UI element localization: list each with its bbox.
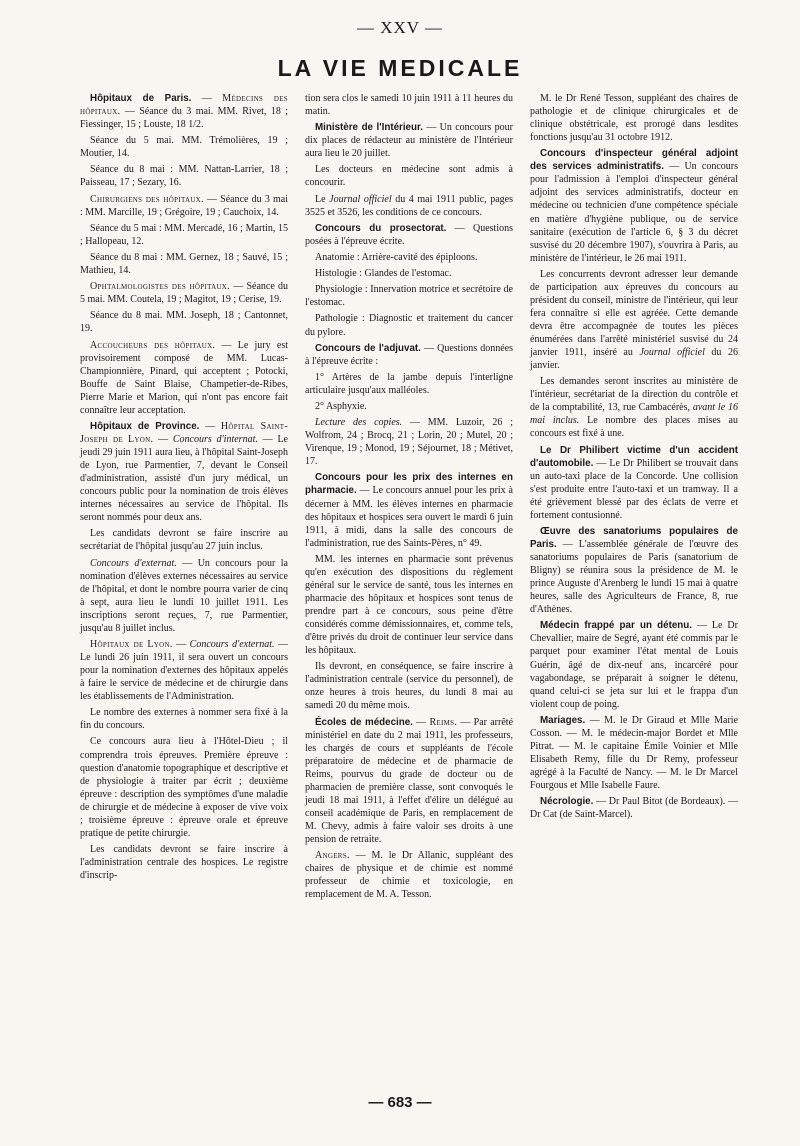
text-segment: — Le Dr Philibert se trouvait dans un auto-taxi place de la Concorde. Une collision s'est produite entre l'auto-taxi et un tramway. Il a été grièvement blessé par des éclats de verre et fortement contusionné. [530,457,738,521]
text-segment: — Le lundi 26 juin 1911, il sera ouvert un concours pour la nomination d'externes des hôpitaux appelés à faire le service de médecine et de chirurgie dans les établissements de l'Administration. [80,638,289,703]
text-segment: Séance du 8 mai : MM. Gernez, 18 ; Sauvé, 15 ; Mathieu, 14. [80,251,288,277]
news-heading: Concours du prosectorat. [315,222,447,234]
news-paragraph [530,268,738,372]
italic-segment: Journal officiel [639,347,705,359]
text-segment: — L'assemblée générale de l'œuvre des sanatoriums populaires de Paris (sanatorium de Bligny) se réunira sous la présidence de M. le prince Auguste d'Arenberg le lundi 15 mai à quatre heures, salle des Agriculteurs de France, 8, rue d'Athènes. [530,539,738,616]
news-paragraph [305,471,513,549]
news-subheading: Accoucheurs des hôpitaux. [90,339,216,351]
news-subheading: Reims. [429,716,458,728]
italic-segment: Lecture des copies. [315,417,403,429]
text-segment: Les demandes seront inscrites au ministère de l'intérieur, secrétariat de la direction du contrôle et de la comptabilité, 13, rue Cambacérès, [530,376,738,414]
column-center [305,92,513,904]
text-segment: Les docteurs en médecine sont admis à concourir. [305,164,513,189]
text-segment: — Le jeudi 29 juin 1911 aura lieu, à l'hôpital Saint-Joseph de Lyon, rue Parmentier, 7, devant le Conseil d'administration, assisté d'un jury médical, un concours public pour la nomination de trois élèves internes nécessaires au service de l'hôpital. Ils seront nommés pour deux ans. [80,433,288,524]
news-heading: Mariages. [540,714,586,726]
text-segment: — Questions données à l'épreuve écrite : [305,342,513,367]
text-segment: — [153,433,173,445]
text-segment: — [199,420,221,432]
news-paragraph [80,843,288,882]
text-segment: — Séance du 3 mai : MM. Marcille, 19 ; Grégoire, 19 ; Cauchoix, 14. [80,193,289,218]
news-heading: Hôpitaux de Paris. [90,93,192,104]
text-segment: — Un concours pour l'admission à l'emploi d'inspecteur général adjoint des services administratifs, docteur en médecine ou technicien d'une compétence spéciale en matière d'hygiène publique, ou de service sanitaire (exécution de l'article 6, § 3 du décret susvisé du 20 décembre 1907), s'ouvrira à Paris, au ministère de l'intérieur, le 26 mai 1911. [530,161,738,264]
news-paragraph [80,251,288,277]
page-number: — 683 — [368,1094,432,1111]
italic-segment: Journal officiel [329,193,392,205]
news-paragraph [80,557,288,635]
column-right [530,92,738,904]
news-heading: Médecin frappé par un détenu. [540,620,692,632]
news-paragraph [80,638,288,703]
news-paragraph [530,147,738,264]
text-segment: du 26 janvier. [530,347,738,372]
news-heading: Œuvre des sanatoriums populaires de Paris. [530,525,738,551]
news-paragraph [305,267,513,280]
text-segment: Les candidats devront se faire inscrire à l'administration centrale des hospices. Le registre d'inscrip- [80,843,288,882]
news-heading: Hôpitaux de Province. [90,420,200,432]
news-paragraph [305,716,513,846]
text-segment: — Le concours annuel pour les prix à décerner à MM. les élèves internes en pharmacie des hôpitaux et hospices sera ouvert le mardi 6 juin 1911, à midi, dans la salle des concours de l'administration, rue des Saints-Pères, n° 49. [305,485,513,549]
text-segment: — [191,93,223,104]
italic-segment: Concours d'internat. [172,433,258,445]
news-subheading: Hôpital Saint-Joseph de Lyon. [80,420,288,445]
text-segment: Le nombre des places mises au concours est fixé à une. [530,415,738,440]
text-segment: Pathologie : Diagnostic et traitement du cancer du pylore. [305,313,513,338]
news-paragraph [80,134,288,160]
page-roman-number: — XXV — [356,18,444,37]
news-heading: Écoles de médecine. [315,716,413,728]
news-paragraph [80,527,288,553]
news-paragraph [80,163,288,189]
news-heading: Ministère de l'Intérieur. [315,122,423,134]
italic-segment: Concours d'externat. [90,557,177,569]
text-segment: 2° Asphyxie. [315,401,367,413]
text-segment: — Le Dr Chevallier, maire de Segré, ayant été commis par le parquet pour examiner l'état mental de Louis Guérin, âgé de dix-neuf ans, incarcéré pour vagabondage, se préparait à soigner le détenu, quand celui-ci se jeta sur lui et le frappa d'un violent coup de poing. [530,620,738,710]
text-segment: Les candidats devront se faire inscrire au secrétariat de l'hôpital jusqu'au 27 juin inclus. [80,528,288,553]
text-segment: Ce concours aura lieu à l'Hôtel-Dieu ; il comprendra trois épreuves. Première épreuve : question d'anatomie topographique et descriptive et de physiologie à traiter par écrit ; deuxième épreuve : description des symptômes d'une maladie de chirurgie et de médecine à exposer de vive voix ; troisième épreuve : épreuve orale et épreuve pratique de petite chirurgie. [80,736,288,839]
text-segment: Séance du 8 mai : MM. Nattan-Larrier, 18 ; Paisseau, 17 ; Sezary, 16. [80,164,288,189]
news-paragraph [80,735,288,839]
news-paragraph [305,251,513,264]
italic-segment: Concours d'externat. [189,638,275,650]
news-heading: Concours de l'adjuvat. [315,342,421,354]
text-segment: Ils devront, en conséquence, se faire inscrire à l'administration centrale (service du personnel), de onze heures à trois heures, du lundi 8 mai au samedi 20 du même mois. [305,661,513,712]
news-paragraph [530,619,738,710]
text-segment: Séance du 8 mai. MM. Joseph, 18 ; Cantonnet, 19. [80,310,288,335]
text-segment: — [172,638,190,650]
news-paragraph [305,312,513,338]
text-segment: — Séance du 3 mai. MM. Rivet, 18 ; Fiessinger, 15 ; Louste, 18 1/2. [80,106,288,131]
news-paragraph [80,222,288,248]
news-paragraph [305,849,513,901]
news-paragraph [305,371,513,397]
news-subheading: Angers. [315,850,350,862]
news-paragraph [80,280,288,306]
news-paragraph [305,222,513,248]
text-segment: Le nombre des externes à nommer sera fixé à la fin du concours. [80,707,288,732]
text-segment: — Dr Paul Bitot (de Bordeaux). — Dr Cat (de Saint-Marcel). [530,796,738,821]
text-segment: — Questions posées à l'épreuve écrite. [305,222,513,247]
text-segment: Anatomie : Arrière-cavité des épiploons. [315,251,478,263]
text-segment: M. le Dr René Tesson, suppléant des chaires de pathologie et de clinique chirurgicales et de clinique obstétricale, est prorogé dans lesdites fonctions jusqu'au 31 octobre 1912. [530,93,738,144]
text-segment: — M. le Dr Allanic, suppléant des chaires de physique et de chimie est nommé professeur de chimie et toxicologie, en remplacement de M. A. Tesson. [305,850,513,901]
text-segment: du 4 mai 1911 public, pages 3525 et 3526, les conditions de ce concours. [305,193,514,218]
news-paragraph [305,553,513,657]
news-heading: Concours d'inspecteur général adjoint des services administratifs. [530,148,738,173]
text-segment: Le [315,193,330,205]
news-paragraph [305,416,513,468]
news-subheading: Ophtalmologistes des hôpitaux. [90,281,230,293]
text-segment: 1° Artères de la jambe depuis l'interligne articulaire jusqu'aux malléoles. [305,371,513,396]
news-paragraph [80,339,288,417]
news-paragraph [305,92,513,118]
text-segment: — Séance du 5 mai. MM. Coutela, 19 ; Magitot, 19 ; Cerise, 19. [80,281,288,306]
text-segment: — Par arrêté ministériel en date du 2 mai 1911, les professeurs, les chargés de cours et suppléants de l'école préparatoire de médecine et de pharmacie de Reims, pourvus du grade de docteur ou de pharmacien de première classe, sont convoqués le jeudi 18 mai 1911, à l'effet d'élire un délégué au conseil académique de Paris, en remplacement de M. Chevy, admis à faire valoir ses droits à une pension de retraite. [305,716,514,845]
text-segment: — Le jury est provisoirement composé de MM. Lucas-Championnière, Pinard, qui acceptent ; Potocki, Bouffe de Saint Blaise, Champetier-de-Ribes, Pierre Marie et Marion, qui n'ont pas encore fait connaître leur acceptation. [80,339,288,416]
text-segment: — MM. Luzoir, 26 ; Wolfrom, 24 ; Brocq, 21 ; Lorin, 20 ; Mutel, 20 ; Virenque, 19 ; Monod, 19 ; Séjournet, 18 ; Métivet, 17. [305,417,513,468]
text-segment: MM. les internes en pharmacie sont prévenus qu'en exécution des dispositions du règlement général sur le service de santé, tous les internes en pharmacie des hôpitaux et hospices sont tenus de prendre part à ce concours, sous peine d'être considérés comme démissionnaires, et, comme tels, d'être privés du droit de continuer leur service dans les hôpitaux. [305,553,513,657]
news-paragraph [80,309,288,335]
text-segment: — [412,716,430,728]
text-segment: — Un concours pour dix places de rédacteur au ministère de l'Intérieur aura lieu le 20 juillet. [305,122,513,160]
news-paragraph [305,121,513,160]
news-paragraph [305,193,513,219]
text-segment: Histologie : Glandes de l'estomac. [315,268,452,280]
news-subheading: Chirurgiens des hôpitaux. [90,193,204,205]
page-headline: LA VIE MEDICALE [277,55,523,81]
italic-segment: avant le 16 mai inclus. [530,402,738,427]
news-paragraph [305,163,513,189]
column-left [80,92,288,904]
text-segment: Séance du 5 mai : MM. Mercadé, 16 ; Martin, 15 ; Hallopeau, 12. [80,222,288,247]
news-paragraph [530,444,738,522]
news-paragraph [305,660,513,712]
news-heading: Nécrologie. [540,796,594,808]
news-subheading: Médecins des hôpitaux. [80,93,288,118]
text-segment: — M. le Dr Giraud et Mlle Marie Cosson. — M. le médecin-major Bordet et Mlle Pitrat. — M. le capitaine Émile Voinier et Mlle Elisabeth Remy, fille du Dr Remy, professeur agrégé à la Faculté de Nancy. — M. le Dr Marcel Fourgous et Mlle Isabelle Faure. [530,714,738,792]
text-segment: — Un concours pour la nomination d'élèves externes nécessaires au service de l'hôpital, et dont le nombre pourra varier de cinq à sept, aura lieu le lundi 10 juillet 1911. Les inscriptions seront reçues, 7, rue Parmentier, jusqu'au 8 juillet inclus. [80,557,288,634]
news-paragraph [305,342,513,368]
text-segment: Les concurrents devront adresser leur demande de participation aux épreuves du concours au président du conseil, ministre de l'intérieur, qui leur fera connaître si elle est agréée. Cette demande devra être accompagnée de toutes les pièces énumérées dans l'arrêté ministériel susvisé du 24 janvier 1911, inséré au [530,268,738,359]
text-segment: Séance du 5 mai. MM. Trémolières, 19 ; Moutier, 14. [80,135,288,160]
news-paragraph [530,375,738,440]
news-paragraph [305,283,513,309]
news-paragraph [80,420,288,524]
news-paragraph [80,193,288,219]
news-paragraph [530,92,738,144]
article-columns [80,92,738,904]
news-heading: Concours pour les prix des internes en pharmacie. [305,472,513,497]
news-paragraph [305,400,513,413]
text-segment: Physiologie : Innervation motrice et secrétoire de l'estomac. [305,284,513,309]
news-paragraph [530,525,738,616]
news-subheading: Hôpitaux de Lyon. [90,638,173,650]
news-heading: Le Dr Philibert victime d'un accident d'automobile. [530,444,738,469]
news-paragraph [530,795,738,821]
news-paragraph [80,706,288,732]
news-paragraph [80,92,288,131]
news-paragraph [530,714,738,792]
text-segment: tion sera clos le samedi 10 juin 1911 à 11 heures du matin. [305,93,513,118]
